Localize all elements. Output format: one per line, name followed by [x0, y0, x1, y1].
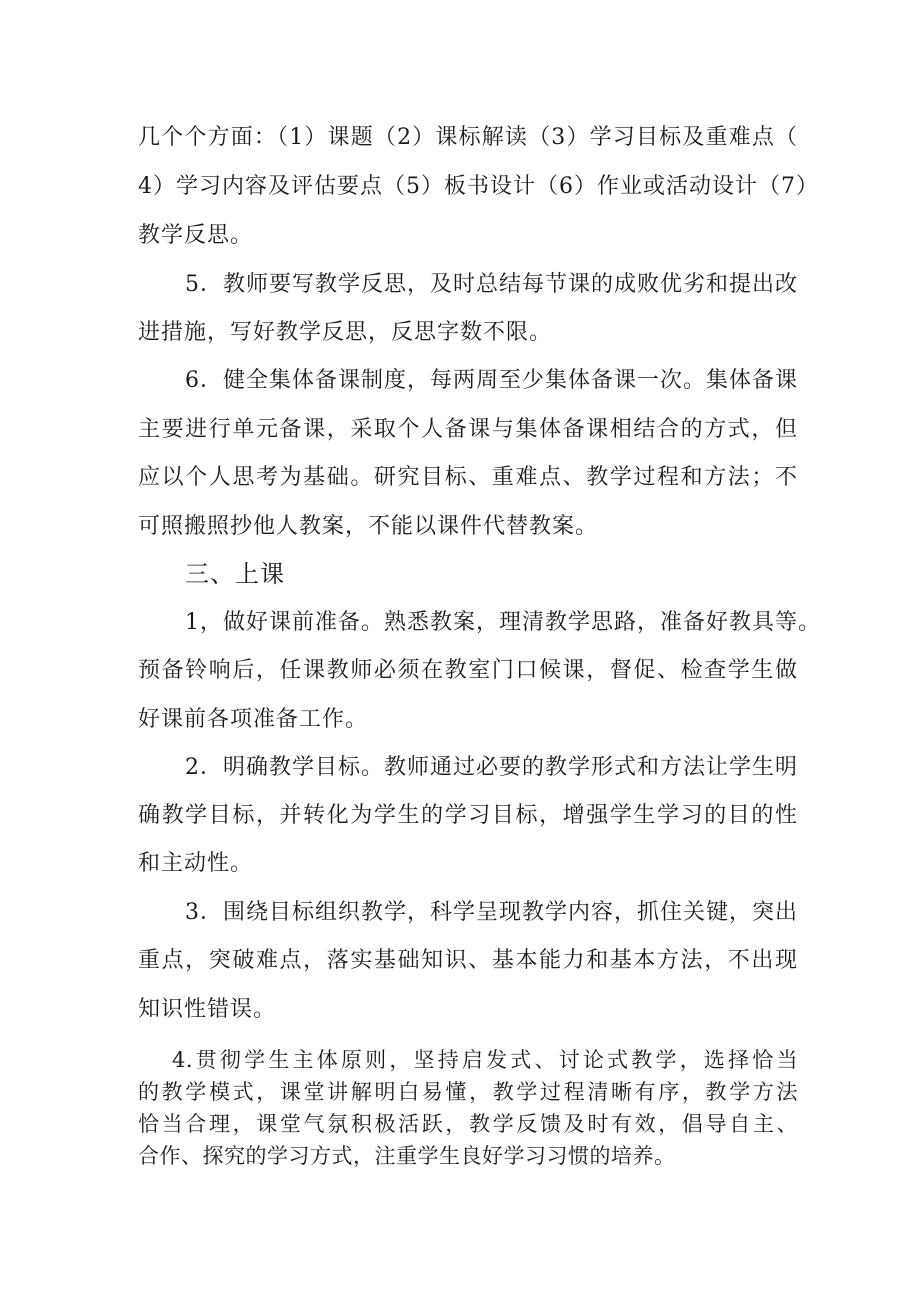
section-heading: 三、上课	[185, 560, 285, 588]
text-line: 4）学习内容及评估要点（5）板书设计（6）作业或活动设计（7）	[138, 174, 819, 199]
text-line: 1，做好课前准备。熟悉教案，理清教学思路，准备好教具等。	[185, 610, 821, 635]
text-line: 知识性错误。	[138, 997, 277, 1022]
text-line: 主要进行单元备课，采取个人备课与集体备课相结合的方式，但	[138, 417, 798, 442]
text-line: 确教学目标，并转化为学生的学习目标，增强学生学习的目的性	[138, 803, 798, 828]
text-line: 进措施，写好教学反思，反思字数不限。	[138, 320, 553, 345]
text-line: 2．明确教学目标。教师通过必要的教学形式和方法让学生明	[185, 755, 798, 780]
text-line: 的教学模式，课堂讲解明白易懂，教学过程清晰有序，教学方法	[138, 1080, 798, 1104]
text-line: 5．教师要写教学反思，及时总结每节课的成败优劣和提出改	[185, 272, 798, 297]
text-line: 应以个人思考为基础。研究目标、重难点、教学过程和方法；不	[138, 465, 798, 490]
text-line: 可照搬照抄他人教案，不能以课件代替教案。	[138, 514, 599, 539]
text-line: 预备铃响后，任课教师必须在教室门口候课，督促、检查学生做	[138, 658, 798, 683]
text-line: 6．健全集体备课制度，每两周至少集体备课一次。集体备课	[185, 368, 798, 393]
text-line: 好课前各项准备工作。	[138, 707, 369, 732]
text-line: 恰当合理，课堂气氛积极活跃，教学反馈及时有效，倡导自主、	[138, 1112, 798, 1136]
text-line: 重点，突破难点，落实基础知识、基本能力和基本方法，不出现	[138, 948, 798, 973]
text-line: 教学反思。	[138, 223, 254, 248]
text-line: 合作、探究的学习方式，注重学生良好学习习惯的培养。	[138, 1144, 676, 1168]
text-line: 几个个方面：（1）课题（2）课标解读（3）学习目标及重难点（	[138, 125, 798, 150]
text-line: 4.贯彻学生主体原则，坚持启发式、讨论式教学，选择恰当	[172, 1048, 798, 1072]
text-line: 和主动性。	[138, 851, 254, 876]
text-line: 3．围绕目标组织教学，科学呈现教学内容，抓住关键，突出	[185, 900, 798, 925]
